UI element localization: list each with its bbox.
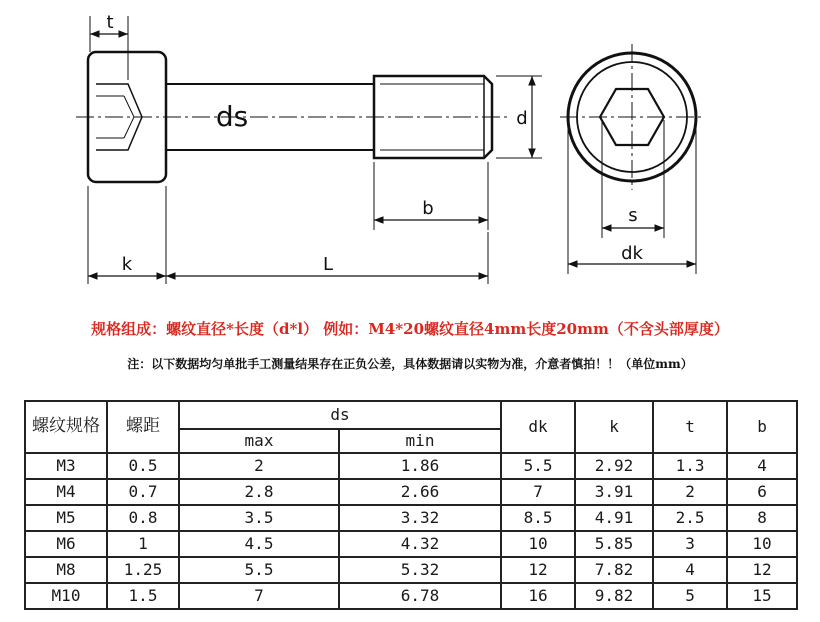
cell-ds-min: 6.78 [339, 583, 501, 609]
cell-ds-min: 1.86 [339, 453, 501, 479]
cell-thread-size: M10 [25, 583, 107, 609]
cell-ds-min: 4.32 [339, 531, 501, 557]
cell-t: 3 [653, 531, 727, 557]
cell-t: 4 [653, 557, 727, 583]
cell-k: 4.91 [575, 505, 653, 531]
cell-k: 5.85 [575, 531, 653, 557]
header-ds: ds [179, 401, 501, 429]
cell-k: 9.82 [575, 583, 653, 609]
label-t: t [106, 12, 114, 33]
cell-pitch: 0.7 [107, 479, 179, 505]
cell-t: 2.5 [653, 505, 727, 531]
cell-ds-min: 5.32 [339, 557, 501, 583]
label-b: b [422, 198, 434, 219]
header-ds-max: max [179, 429, 339, 453]
spec-table [24, 400, 798, 610]
table-row [25, 505, 797, 531]
cell-dk: 5.5 [501, 453, 575, 479]
cell-b: 12 [727, 557, 797, 583]
cell-ds-max: 7 [179, 583, 339, 609]
label-k: k [121, 254, 133, 275]
cell-thread-size: M5 [25, 505, 107, 531]
cell-ds-min: 2.66 [339, 479, 501, 505]
header-pitch: 螺距 [107, 401, 179, 453]
label-L: L [322, 254, 334, 275]
cell-thread-size: M3 [25, 453, 107, 479]
header-b: b [727, 401, 797, 453]
cell-k: 3.91 [575, 479, 653, 505]
cell-ds-max: 5.5 [179, 557, 339, 583]
cell-ds-max: 2 [179, 453, 339, 479]
cell-ds-max: 4.5 [179, 531, 339, 557]
cell-dk: 7 [501, 479, 575, 505]
spec-format-line: 规格组成：螺纹直径*长度（d*l） 例如：M4*20螺纹直径4mm长度20mm（不含头部厚度） [91, 320, 729, 338]
header-t: t [653, 401, 727, 453]
screw-diagram [0, 0, 820, 300]
measurement-note: 注：以下数据均匀单批手工测量结果存在正负公差，具体数据请以实物为准，介意者慎拍！！（单位mm） [127, 357, 693, 371]
cell-b: 6 [727, 479, 797, 505]
cell-b: 4 [727, 453, 797, 479]
cell-pitch: 0.8 [107, 505, 179, 531]
cell-k: 7.82 [575, 557, 653, 583]
cell-pitch: 1.25 [107, 557, 179, 583]
label-s: s [628, 205, 638, 226]
header-ds-min: min [339, 429, 501, 453]
label-d: d [516, 108, 528, 129]
label-ds: ds [215, 100, 249, 133]
label-dk: dk [621, 243, 643, 264]
table-row [25, 583, 797, 609]
cell-b: 15 [727, 583, 797, 609]
table-row [25, 531, 797, 557]
cell-ds-min: 3.32 [339, 505, 501, 531]
cell-t: 1.3 [653, 453, 727, 479]
table-row [25, 557, 797, 583]
cell-dk: 10 [501, 531, 575, 557]
cell-k: 2.92 [575, 453, 653, 479]
cell-pitch: 1 [107, 531, 179, 557]
cell-thread-size: M4 [25, 479, 107, 505]
cell-b: 10 [727, 531, 797, 557]
table-row [25, 479, 797, 505]
cell-pitch: 1.5 [107, 583, 179, 609]
cell-ds-max: 3.5 [179, 505, 339, 531]
cell-thread-size: M8 [25, 557, 107, 583]
table-row [25, 453, 797, 479]
header-thread-spec: 螺纹规格 [25, 401, 107, 453]
cell-dk: 12 [501, 557, 575, 583]
cell-t: 2 [653, 479, 727, 505]
cell-t: 5 [653, 583, 727, 609]
header-k: k [575, 401, 653, 453]
cell-b: 8 [727, 505, 797, 531]
cell-dk: 8.5 [501, 505, 575, 531]
cell-dk: 16 [501, 583, 575, 609]
cell-thread-size: M6 [25, 531, 107, 557]
cell-ds-max: 2.8 [179, 479, 339, 505]
cell-pitch: 0.5 [107, 453, 179, 479]
header-dk: dk [501, 401, 575, 453]
